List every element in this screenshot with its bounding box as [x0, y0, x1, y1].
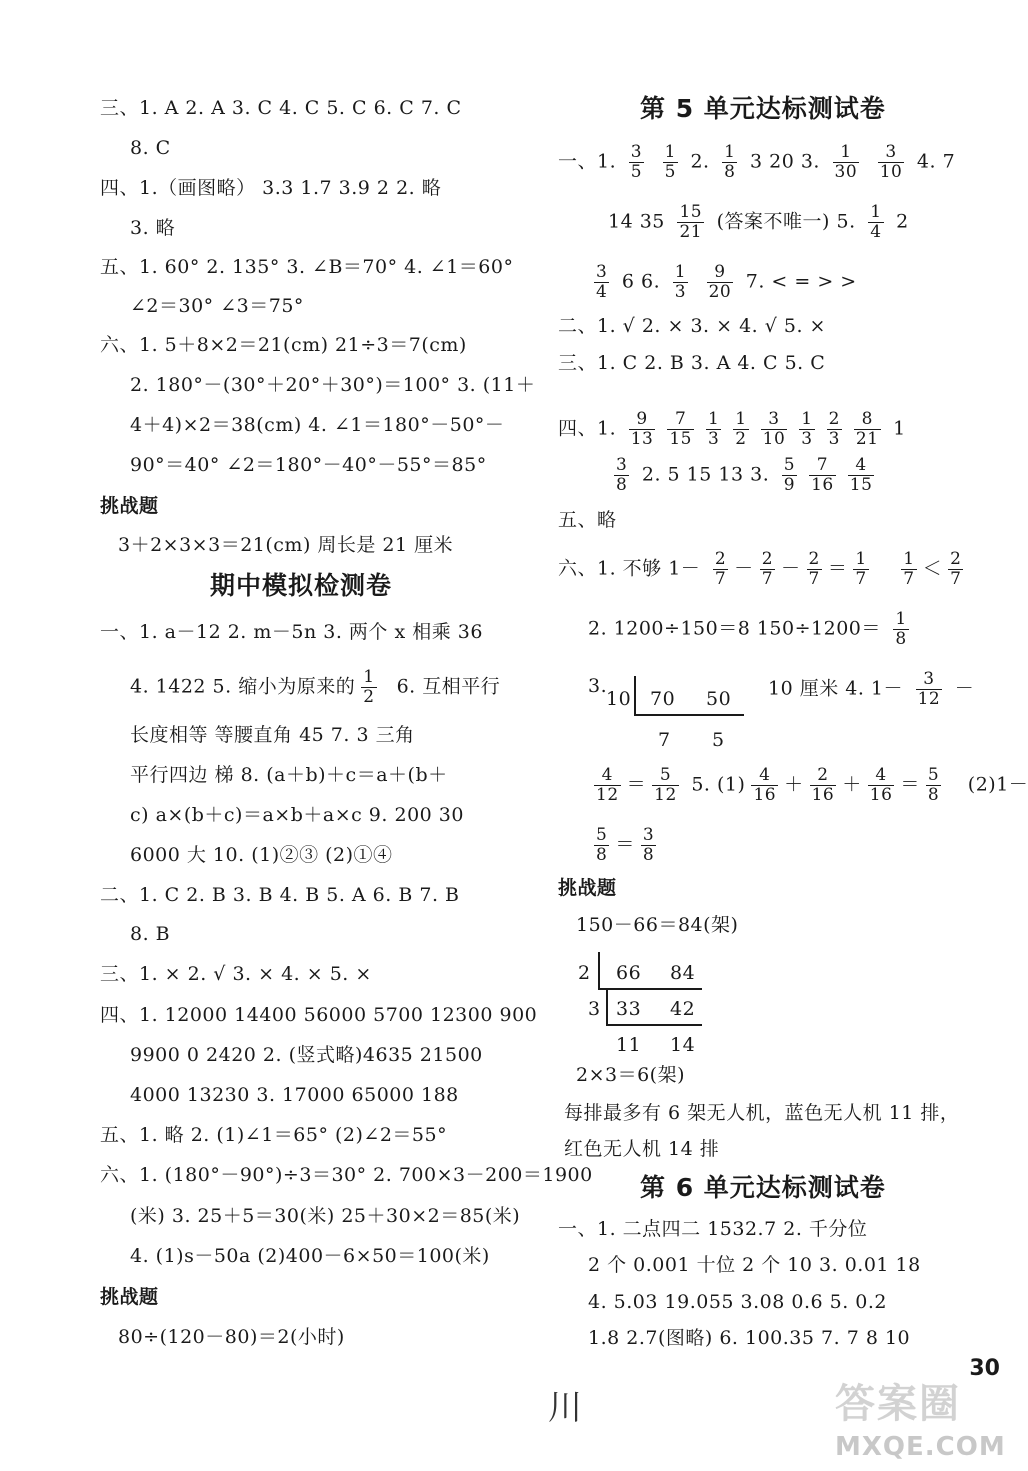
numerator: 5 — [927, 765, 940, 785]
numerator: 2 — [761, 549, 774, 569]
division-cell: 10 — [606, 688, 632, 710]
answer-text: 3 20 3. — [750, 150, 820, 173]
answer-line: 长度相等 等腰直角 45 7. 3 三角 — [130, 724, 415, 746]
numerator: 3 — [630, 142, 643, 162]
answer-text: 1 — [893, 417, 906, 440]
division-cell: 50 — [706, 688, 732, 710]
fraction — [893, 610, 908, 649]
answer-line: 二、1. √ 2. × 3. × 4. √ 5. × — [558, 315, 826, 337]
fraction — [853, 550, 868, 589]
denominator: 10 — [762, 429, 786, 449]
fraction — [629, 410, 656, 449]
denominator: 2 — [735, 429, 747, 449]
denominator: 12 — [596, 785, 619, 805]
answer-line: 90°＝40° ∠2＝180°－40°－55°＝85° — [130, 454, 487, 476]
numerator: 1 — [664, 142, 676, 162]
denominator: 10 — [879, 162, 903, 182]
fraction — [827, 410, 842, 449]
answer-line: 每排最多有 6 架无人机，蓝色无人机 11 排， — [564, 1102, 960, 1124]
answer-text: 5. (1) — [691, 773, 746, 796]
answer-text: 14 35 — [608, 210, 665, 233]
answer-line: $\frac{4}{12}$ ＝ $\frac{5}{12}$ 5. (1) $\frac{4}{16}$ ＋ $\frac{2}{16}$ ＋ $\frac{4}{16}$ ＝ $\frac{5}{8}$ (2)1－ — [596, 765, 1028, 805]
answer-line: 六、1. (180°－90°)÷3＝30° 2. 700×3－200＝1900 — [100, 1164, 593, 1186]
fraction — [641, 826, 656, 865]
denominator: 8 — [642, 845, 655, 865]
answer-line: 三、1. C 2. B 3. A 4. C 5. C — [558, 352, 826, 374]
fraction — [810, 766, 837, 805]
denominator: 16 — [753, 785, 777, 805]
denominator: 4 — [596, 282, 608, 302]
answer-line: 三、1. × 2. √ 3. × 4. × 5. × — [100, 963, 372, 985]
answer-text: 一、1. — [558, 150, 617, 173]
fraction — [667, 410, 694, 449]
answer-line: 一、1. a－12 2. m－5n 3. 两个 x 相乘 36 — [100, 621, 483, 643]
fraction — [594, 766, 621, 805]
division-cell: 14 — [670, 1034, 696, 1056]
numerator: 4 — [855, 455, 867, 475]
division-rule — [598, 952, 600, 990]
denominator: 12 — [917, 689, 941, 709]
fraction — [916, 670, 943, 709]
numerator: 1 — [903, 549, 915, 569]
denominator: 8 — [895, 629, 907, 649]
answer-text: 六、1. 不够 1－ — [558, 557, 701, 580]
answer-line: 4000 13230 3. 17000 65000 188 — [130, 1084, 459, 1106]
watermark-url: MXQE.COM — [835, 1432, 1006, 1462]
answer-line: 一、1. 二点四二 1532.7 2. 千分位 — [558, 1218, 868, 1240]
answer-line: 80÷(120－80)＝2(小时) — [118, 1326, 345, 1348]
division-rule — [606, 990, 608, 1026]
numerator: 1 — [855, 549, 867, 569]
denominator: 2 — [363, 687, 375, 707]
answer-line: 六、1. 5＋8×2＝21(cm) 21÷3＝7(cm) — [100, 334, 467, 356]
fraction — [878, 143, 905, 182]
denominator: 7 — [808, 569, 820, 589]
answer-line — [608, 203, 909, 242]
numerator: 3 — [642, 825, 655, 845]
fraction — [799, 410, 814, 449]
answer-line — [558, 410, 906, 449]
fraction — [722, 143, 737, 182]
answer-line — [768, 670, 974, 709]
answer-line: ∠2＝30° ∠3＝75° — [130, 295, 304, 317]
numerator: 1 — [895, 609, 907, 629]
answer-line — [130, 668, 500, 707]
numerator: 1 — [724, 142, 736, 162]
answer-line: 8. C — [130, 137, 171, 159]
fraction — [677, 203, 704, 242]
numerator: 8 — [861, 409, 873, 429]
fraction — [663, 143, 678, 182]
division-cell: 2 — [578, 962, 591, 984]
fraction — [807, 550, 822, 589]
denominator: 16 — [811, 475, 834, 495]
numerator: 1 — [840, 142, 852, 162]
denominator: 21 — [679, 222, 703, 242]
right-column — [540, 0, 1028, 1471]
answer-text: (答案不唯一) 5. — [716, 210, 856, 233]
answer-line: 六、1. 不够 1－ $\frac{2}{7}$ － $\frac{2}{7}$ － $\frac{2}{7}$ ＝ $\frac{1}{7}$ $\frac{1}{7}$ ＜ $\frac{2}{7}$ — [558, 549, 962, 589]
numerator: 3 — [596, 262, 608, 282]
numerator: 1 — [735, 409, 747, 429]
denominator: 3 — [828, 429, 840, 449]
division-cell: 42 — [670, 998, 696, 1020]
answer-text: 2. 5 15 13 3. — [641, 463, 770, 486]
numerator: 7 — [816, 455, 829, 475]
answer-line: 8. B — [130, 923, 171, 945]
numerator: 4 — [875, 765, 887, 785]
denominator: 7 — [761, 569, 774, 589]
answer-text: 6. 互相平行 — [396, 675, 501, 698]
answer-text: 4. 1422 5. 缩小为原来的 — [130, 675, 356, 698]
fraction — [706, 410, 721, 449]
answer-text: 10 厘米 4. 1－ — [768, 677, 904, 700]
answer-text: 6 6. — [621, 270, 661, 293]
fraction — [707, 263, 734, 302]
denominator: 3 — [674, 282, 687, 302]
section-label-challenge: 挑战题 — [100, 1286, 159, 1308]
numerator: 1 — [801, 409, 813, 429]
answer-text: 3. — [588, 675, 608, 697]
numerator: 4 — [759, 765, 771, 785]
numerator: 3 — [923, 669, 935, 689]
fraction — [761, 410, 788, 449]
division-rule — [606, 1024, 702, 1026]
fraction — [652, 766, 679, 805]
answer-line: 二、1. C 2. B 3. B 4. B 5. A 6. B 7. B — [100, 884, 460, 906]
denominator: 30 — [834, 162, 858, 182]
numerator: 9 — [636, 409, 648, 429]
division-cell: 84 — [670, 962, 696, 984]
numerator: 3 — [616, 455, 628, 475]
numerator: 1 — [674, 262, 687, 282]
fraction — [614, 456, 629, 495]
fraction — [809, 456, 836, 495]
denominator: 21 — [855, 429, 879, 449]
denominator: 16 — [869, 785, 893, 805]
fraction — [733, 410, 748, 449]
denominator: 8 — [724, 162, 736, 182]
denominator: 8 — [596, 845, 608, 865]
fraction — [901, 550, 916, 589]
answer-line: 3＋2×3×3＝21(cm) 周长是 21 厘米 — [118, 534, 454, 556]
answer-line — [588, 263, 857, 302]
fraction — [361, 668, 376, 707]
denominator: 9 — [783, 475, 796, 495]
fraction — [833, 143, 860, 182]
numerator: 5 — [783, 455, 796, 475]
answer-line — [558, 143, 955, 182]
answer-line: 6000 大 10. (1)②③ (2)①④ — [130, 844, 393, 866]
answer-text: 7. < = > > — [745, 270, 857, 293]
division-cell: 3 — [588, 998, 601, 1020]
denominator: 16 — [811, 785, 835, 805]
section-label-challenge: 挑战题 — [100, 495, 159, 517]
denominator: 7 — [903, 569, 915, 589]
denominator: 3 — [707, 429, 720, 449]
numerator: 2 — [950, 549, 962, 569]
answer-line: (米) 3. 25＋5＝30(米) 25＋30×2＝85(米) — [130, 1205, 521, 1227]
answer-line: 9900 0 2420 2. (竖式略)4635 21500 — [130, 1044, 483, 1066]
answer-line — [588, 610, 915, 649]
denominator: 5 — [664, 162, 676, 182]
answer-line: $\frac{5}{8}$ ＝ $\frac{3}{8}$ — [596, 825, 655, 865]
denominator: 12 — [654, 785, 677, 805]
numerator: 4 — [601, 765, 613, 785]
denominator: 8 — [927, 785, 940, 805]
answer-line: 五、略 — [558, 509, 617, 531]
answer-line: 4. 5.03 19.055 3.08 0.6 5. 0.2 — [588, 1291, 888, 1313]
fraction — [713, 550, 728, 589]
division-cell: 11 — [616, 1034, 642, 1056]
division-cell: 33 — [616, 998, 642, 1020]
answer-text: 4. 7 — [916, 150, 956, 173]
numerator: 5 — [596, 825, 608, 845]
denominator: 15 — [849, 475, 873, 495]
answer-line: 五、1. 60° 2. 135° 3. ∠B＝70° 4. ∠1＝60° — [100, 256, 514, 278]
answer-line: c) a×(b＋c)＝a×b＋a×c 9. 200 30 — [130, 804, 464, 826]
denominator: 7 — [714, 569, 727, 589]
division-rule — [634, 676, 636, 716]
fraction — [848, 456, 875, 495]
answer-line: 五、1. 略 2. (1)∠1＝65° (2)∠2＝55° — [100, 1124, 448, 1146]
answer-text: (2)1－ — [967, 773, 1028, 796]
division-cell: 70 — [650, 688, 676, 710]
answer-text: 2. 1200÷150＝8 150÷1200＝ — [588, 617, 881, 640]
denominator: 13 — [630, 429, 654, 449]
fraction — [782, 456, 797, 495]
numerator: 1 — [363, 667, 375, 687]
watermark-logo: 答案圈 — [835, 1381, 961, 1427]
page-number: 30 — [969, 1356, 1000, 1381]
answer-line: 4. (1)s－50a (2)400－6×50＝100(米) — [130, 1245, 490, 1267]
answer-line: 平行四边 梯 8. (a＋b)＋c＝a＋(b＋ — [130, 764, 448, 786]
fraction — [868, 766, 895, 805]
division-cell: 5 — [712, 729, 725, 751]
fraction — [594, 826, 609, 865]
fraction — [673, 263, 688, 302]
section-heading-midterm: 期中模拟检测卷 — [210, 571, 393, 600]
answer-line: 4＋4)×2＝38(cm) 4. ∠1＝180°－50°－ — [130, 414, 505, 436]
fraction — [760, 550, 775, 589]
fraction — [629, 143, 644, 182]
numerator: 5 — [659, 765, 672, 785]
answer-line — [608, 456, 880, 495]
numerator: 1 — [707, 409, 720, 429]
section-heading-unit6: 第 6 单元达标测试卷 — [640, 1173, 886, 1202]
answer-line: 3. 略 — [130, 217, 176, 239]
fraction — [751, 766, 778, 805]
answer-line: 四、1. 12000 14400 56000 5700 12300 900 — [100, 1004, 538, 1026]
answer-line: 四、1.（画图略） 3.3 1.7 3.9 2 2. 略 — [100, 177, 442, 199]
margin-scribble: 川 — [548, 1388, 583, 1428]
fraction — [868, 203, 883, 242]
denominator: 5 — [630, 162, 643, 182]
answer-line: 2×3＝6(架) — [576, 1064, 686, 1086]
division-cell: 7 — [658, 729, 671, 751]
denominator: 20 — [708, 282, 732, 302]
answer-text: 2 — [896, 210, 909, 233]
numerator: 3 — [768, 409, 780, 429]
denominator: 8 — [616, 475, 628, 495]
fraction — [948, 550, 963, 589]
denominator: 4 — [870, 222, 882, 242]
denominator: 3 — [801, 429, 813, 449]
fraction — [594, 263, 609, 302]
numerator: 15 — [679, 202, 703, 222]
fraction — [854, 410, 881, 449]
numerator: 2 — [828, 409, 840, 429]
fraction — [926, 766, 941, 805]
answer-text: － — [954, 677, 975, 700]
division-rule — [598, 988, 702, 990]
numerator: 3 — [885, 142, 897, 162]
numerator: 2 — [808, 549, 820, 569]
division-rule — [634, 714, 744, 716]
denominator: 7 — [950, 569, 962, 589]
numerator: 1 — [870, 202, 882, 222]
answer-line: 三、1. A 2. A 3. C 4. C 5. C 6. C 7. C — [100, 97, 462, 119]
numerator: 2 — [714, 549, 727, 569]
answer-line: 2 个 0.001 十位 2 个 10 3. 0.01 18 — [588, 1254, 921, 1276]
answer-line: 1.8 2.7(图略) 6. 100.35 7. 7 8 10 — [588, 1327, 911, 1349]
denominator: 15 — [669, 429, 692, 449]
answer-line: 2. 180°－(30°＋20°＋30°)＝100° 3. (11＋ — [130, 374, 536, 396]
answer-text: 四、1. — [558, 417, 617, 440]
answer-text: 2. — [690, 150, 710, 173]
numerator: 7 — [674, 409, 687, 429]
answer-line: 红色无人机 14 排 — [564, 1138, 720, 1160]
denominator: 7 — [855, 569, 867, 589]
answer-line: 150－66＝84(架) — [576, 914, 739, 936]
numerator: 2 — [817, 765, 829, 785]
numerator: 9 — [714, 262, 726, 282]
section-label-challenge: 挑战题 — [558, 877, 617, 899]
division-cell: 66 — [616, 962, 642, 984]
section-heading-unit5: 第 5 单元达标测试卷 — [640, 94, 886, 123]
